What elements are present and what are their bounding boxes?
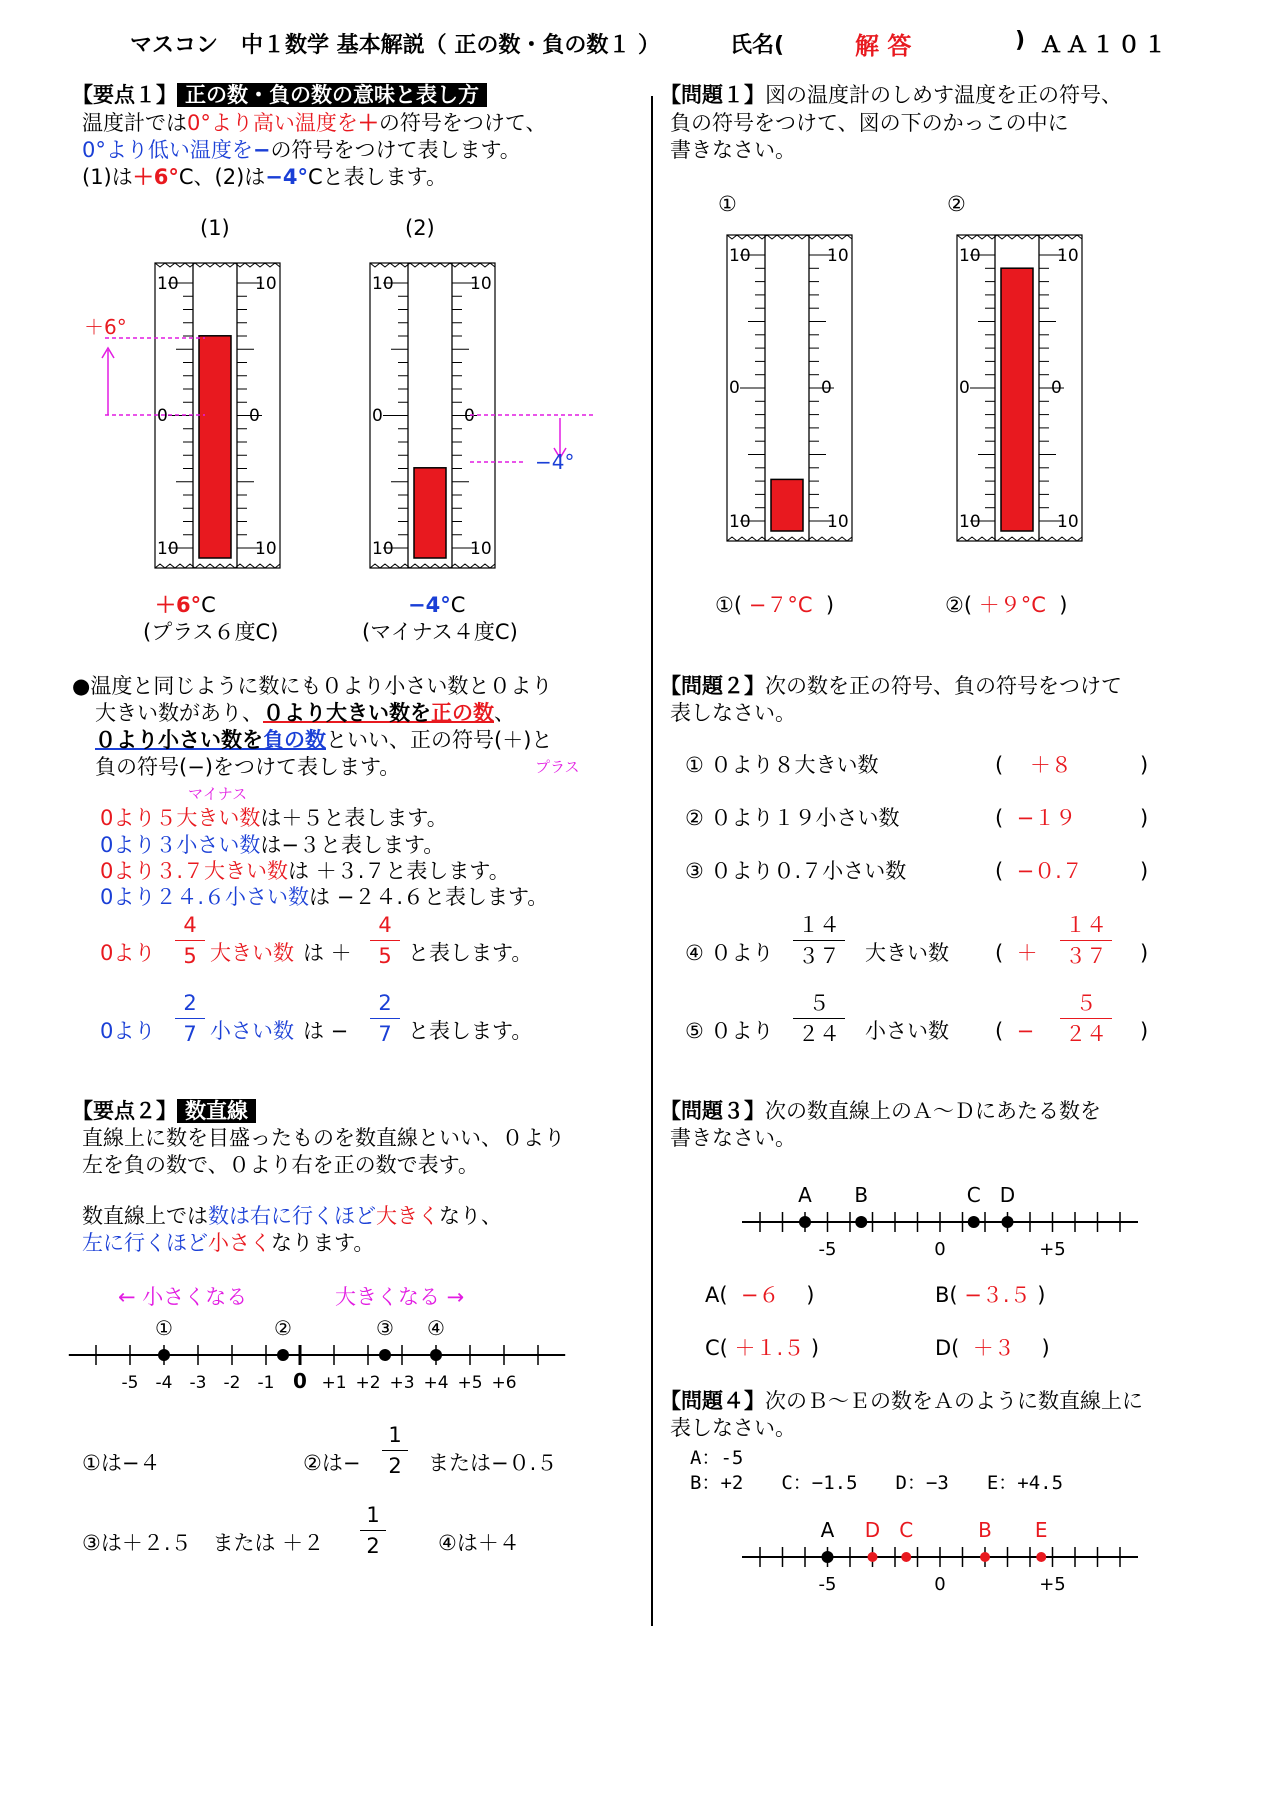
answer-2-pre: ②は− (303, 1451, 361, 1475)
scale-label: 0 (1051, 378, 1062, 398)
point-label: C (966, 1183, 981, 1207)
q4-number-line (650, 1510, 1170, 1600)
q2-item5: ⑤ ０より (685, 1019, 774, 1043)
intro-line3: ０より小さい数を負の数といい、正の符号(＋)と (95, 728, 553, 752)
answer-3-frac: 1 2 (360, 1503, 386, 1558)
q3-line2: 書きなさい。 (670, 1126, 796, 1150)
tick-label: +5 (457, 1373, 483, 1393)
frac-example2-a: 2 7 (175, 991, 205, 1046)
tick-label: +5 (1039, 1574, 1066, 1595)
point-D (1002, 1216, 1014, 1228)
page-code: ＡＡ１０１ (1040, 33, 1171, 58)
scale-label: 10 (827, 246, 849, 266)
intro-line2: 大きい数があり、０より大きい数を正の数、 (95, 701, 515, 725)
tick-label: -4 (155, 1373, 173, 1393)
point-③ (379, 1349, 391, 1361)
scale-label: 10 (470, 274, 492, 294)
point-label: B (854, 1183, 869, 1207)
smaller-direction: ← 小さくなる (118, 1285, 248, 1309)
point-C (901, 1552, 911, 1562)
scale-label: 0 (157, 406, 168, 426)
point2-line3: 数直線上では数は右に行くほど大きくなり、 (82, 1204, 502, 1228)
q4-line2: 表しなさい。 (670, 1416, 796, 1440)
tick-label: -2 (223, 1373, 241, 1393)
q2-item4-frac: １４ ３７ (793, 913, 845, 968)
plus-reading: プラス (535, 758, 580, 776)
q2-answer2: ( −１９ (995, 806, 1077, 830)
point-label: ① (155, 1316, 173, 1340)
scale-label: 10 (729, 512, 751, 532)
scale-label: 10 (255, 539, 277, 559)
plus6-label: ＋6° (84, 315, 127, 339)
q1-line3: 書きなさい。 (670, 138, 796, 162)
intro-line1: ●温度と同じように数にも０より小さい数と０より (72, 674, 553, 698)
scale-label: 10 (729, 246, 751, 266)
scale-label: 10 (372, 539, 394, 559)
q1-answer2: ②( ＋９°C ) (945, 593, 1068, 617)
q2-line2: 表しなさい。 (670, 701, 796, 725)
q2-item4: ④ ０より (685, 941, 774, 965)
point-label: E (1034, 1518, 1048, 1542)
tick-label: +6 (491, 1373, 517, 1393)
tick-label: -1 (257, 1373, 275, 1393)
tick-label: 0 (293, 1369, 307, 1393)
q4-given-rest: B：+2 C：−1.5 D：−3 E：+4.5 (690, 1472, 1064, 1494)
q3-number-line (650, 1175, 1170, 1260)
point2-line4: 左に行くほど小さくなります。 (82, 1231, 375, 1255)
larger-direction: 大きくなる → (335, 1285, 465, 1309)
mercury-column-1 (199, 336, 231, 558)
tick-label: 0 (934, 1574, 946, 1595)
frac-example2-b: 2 7 (370, 991, 400, 1046)
point-B (855, 1216, 867, 1228)
point-D (868, 1552, 878, 1562)
thermo2-number: (2) (405, 216, 435, 240)
frac-example1-a: 4 5 (175, 913, 205, 968)
example1: 0より５大きい数は＋５と表します。 (100, 806, 448, 830)
q2-answer5: ( − (995, 1019, 1035, 1043)
answer-3: ③は＋２.５ または ＋２ (82, 1531, 325, 1555)
q3-answer-A: A( −６ ) (705, 1283, 815, 1307)
answer-2-post: または−０.５ (428, 1451, 558, 1475)
tick-label: -5 (121, 1373, 139, 1393)
answer-1: ①は−４ (82, 1451, 161, 1475)
tick-label: 0 (934, 1239, 946, 1260)
q3-answer-B: B( −３.５ ) (935, 1283, 1046, 1307)
q4-given-A: A：-5 (690, 1447, 744, 1469)
page-header (130, 28, 660, 59)
tick-label: +1 (321, 1373, 347, 1393)
point1-line3: (1)は＋6°C、(2)は−4°Cと表します。 (82, 165, 447, 189)
scale-label: 10 (959, 246, 981, 266)
q2-item3: ③ ０より０.７小さい数 (685, 859, 907, 883)
q3-heading: 【問題３】次の数直線上のＡ〜Ｄにあたる数を (660, 1099, 1101, 1123)
frac-example1-sign: は ＋ (303, 941, 352, 965)
scale-label: 0 (959, 378, 970, 398)
scale-label: 10 (470, 539, 492, 559)
frac-example1-post: と表します。 (408, 941, 533, 965)
q2-answer4-frac: １４ ３７ (1060, 913, 1112, 968)
q1-answer1: ①( −７°C ) (715, 593, 835, 617)
brand: マスコン (130, 33, 219, 58)
scale-label: 0 (464, 406, 475, 426)
frac-example2-post: と表します。 (408, 1019, 533, 1043)
mercury-column-3 (771, 479, 803, 531)
q1-n1: ① (718, 192, 737, 216)
tick-label: -3 (189, 1373, 207, 1393)
name-close: ) (1015, 28, 1026, 53)
frac-example1-pre: 0より (100, 941, 156, 965)
tick-label: +2 (355, 1373, 381, 1393)
scale-label: 10 (157, 274, 179, 294)
point1-line2: 0°より低い温度を−の符号をつけて表します。 (82, 138, 521, 162)
point-A (799, 1216, 811, 1228)
answer-4: ④は＋４ (438, 1531, 520, 1555)
example3: 0より３.７大きい数は ＋３.７と表します。 (100, 859, 510, 883)
thermo1-number: (1) (200, 216, 230, 240)
example4: 0より２４.６小さい数は −２４.６と表します。 (100, 885, 549, 909)
point-label: D (864, 1518, 881, 1542)
frac-example2-pre: 0より (100, 1019, 156, 1043)
minus4-label: −4° (535, 450, 575, 474)
point-label: D (999, 1183, 1016, 1207)
scale-label: 10 (959, 512, 981, 532)
course-title: 中１数学 基本解説（ 正の数・負の数１ ） (241, 33, 660, 58)
q2-answer1: ( ＋８ (995, 753, 1072, 777)
q1-n2: ② (947, 192, 966, 216)
scale-label: 10 (157, 539, 179, 559)
q2-answer4: ( ＋ (995, 941, 1038, 965)
thermo1-reading: (プラス６度C) (143, 620, 279, 644)
scale-label: 0 (372, 406, 383, 426)
mercury-column-4 (1001, 268, 1033, 531)
minus-reading: マイナス (188, 785, 248, 803)
point-C (968, 1216, 980, 1228)
point-B (980, 1552, 990, 1562)
q3-answer-C: C( ＋１.５ ) (705, 1336, 820, 1360)
point-label: B (978, 1518, 992, 1542)
point-label: A (820, 1518, 835, 1542)
point-E (1036, 1552, 1046, 1562)
frac-example2-mid: 小さい数 (210, 1019, 294, 1043)
point1-heading: 【要点１】 正の数・負の数の意味と表し方 (72, 82, 487, 109)
q2-heading: 【問題２】次の数を正の符号、負の符号をつけて (660, 674, 1122, 698)
scale-label: 10 (1057, 512, 1079, 532)
tick-label: +3 (389, 1373, 415, 1393)
tick-label: +4 (423, 1373, 449, 1393)
point-label: ④ (427, 1316, 445, 1340)
frac-example1-b: 4 5 (370, 913, 400, 968)
thermo2-value: −4°C (408, 593, 466, 617)
tick-label: -5 (818, 1239, 837, 1260)
point-label: A (798, 1183, 812, 1207)
name-field: 氏名( (730, 33, 785, 58)
scale-label: 0 (249, 406, 260, 426)
point-label: ③ (376, 1316, 394, 1340)
point2-line1: 直線上に数を目盛ったものを数直線といい、０より (82, 1126, 565, 1150)
q2-answer5-frac: ５ ２４ (1060, 991, 1112, 1046)
thermo1-value: ＋6°C (155, 593, 216, 617)
q2-item5-frac: ５ ２４ (793, 991, 845, 1046)
scale-label: 10 (1057, 246, 1079, 266)
example2: 0より３小さい数は−３と表します。 (100, 833, 445, 857)
scale-label: 10 (372, 274, 394, 294)
scale-label: 10 (827, 512, 849, 532)
tick-label: -5 (818, 1574, 837, 1595)
q1-line2: 負の符号をつけて、図の下のかっこの中に (670, 111, 1069, 135)
q1-heading: 【問題１】図の温度計のしめす温度を正の符号、 (660, 83, 1122, 107)
q1-thermometers (650, 215, 1150, 565)
q2-item2: ② ０より１９小さい数 (685, 806, 900, 830)
point-④ (430, 1349, 442, 1361)
point2-heading: 【要点２】 数直線 (72, 1098, 256, 1125)
frac-example1-mid: 大きい数 (210, 941, 294, 965)
scale-label: 0 (729, 378, 740, 398)
point-② (277, 1349, 289, 1361)
q3-answer-D: D( ＋３ ) (935, 1336, 1050, 1360)
thermo2-reading: (マイナス４度C) (362, 620, 518, 644)
thermometer-figure (0, 240, 650, 590)
q2-item1: ① ０より８大きい数 (685, 753, 879, 777)
scale-label: 0 (821, 378, 832, 398)
frac-example2-sign: は − (303, 1019, 349, 1043)
point-label: ② (274, 1316, 292, 1340)
answer-2-frac: 1 2 (382, 1423, 408, 1478)
mercury-column-2 (414, 468, 446, 558)
q2-answer3: ( −０.７ (995, 859, 1083, 883)
point-label: C (899, 1518, 914, 1542)
point-A (822, 1551, 834, 1563)
tick-label: +5 (1039, 1239, 1066, 1260)
point1-line1: 温度計では0°より高い温度を＋の符号をつけて、 (82, 111, 547, 135)
answer-label: 解 答 (855, 32, 912, 60)
q4-heading: 【問題４】次のＢ〜Ｅの数をＡのように数直線上に (660, 1389, 1143, 1413)
point-① (158, 1349, 170, 1361)
point2-line2: 左を負の数で、０より右を正の数で表す。 (82, 1153, 479, 1177)
scale-label: 10 (255, 274, 277, 294)
intro-line4: 負の符号(−)をつけて表します。 (95, 755, 401, 779)
number-line-example (0, 1310, 650, 1400)
